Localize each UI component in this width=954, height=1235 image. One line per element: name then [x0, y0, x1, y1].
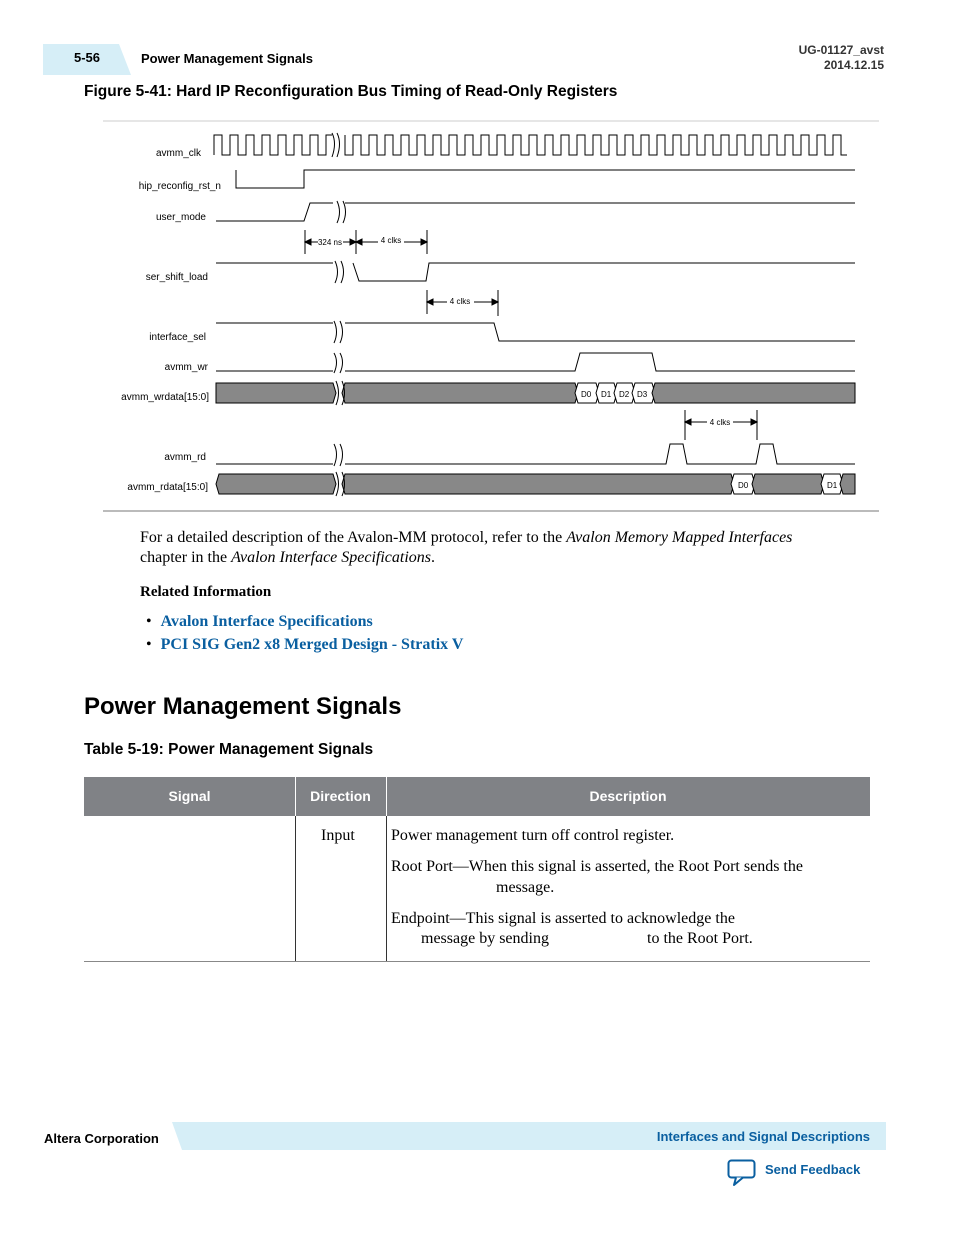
- table-row: [84, 816, 870, 962]
- related-link-label: PCI SIG Gen2 x8 Merged Design - Stratix V: [160, 636, 464, 653]
- avmm-rd-waveform-2: [345, 444, 855, 464]
- wrdata-label-d1: D1: [601, 390, 612, 399]
- avalon-description-paragraph: [140, 528, 880, 568]
- footer-chapter-link[interactable]: Interfaces and Signal Descriptions: [656, 1129, 870, 1144]
- avmm-clk-waveform-2: [345, 135, 847, 155]
- body-italic-avalon-mm: Avalon Memory Mapped Interfaces: [566, 529, 793, 546]
- related-information-heading: Related Information: [140, 584, 272, 600]
- page-number: 5-56: [74, 50, 101, 65]
- cell-description-root-port: Root Port—When this signal is asserted, the Root Port sends the: [391, 858, 803, 875]
- column-header-description: Description: [589, 788, 667, 804]
- related-link-pci-sig-design[interactable]: [146, 636, 463, 654]
- avmm-wr-waveform-2: [345, 353, 855, 371]
- cell-description-endpoint-end: to the Root Port.: [647, 930, 753, 947]
- rdata-bus-idle-1: [216, 474, 336, 494]
- signal-label-avmm-clk: avmm_clk: [155, 148, 201, 159]
- signal-label-avmm-rd: avmm_rd: [164, 452, 206, 463]
- footer-company: Altera Corporation: [44, 1131, 159, 1146]
- wrdata-bus-idle-3: [652, 383, 855, 403]
- clk-break-mark: [332, 133, 340, 157]
- interface-sel-break-mark: [334, 321, 343, 343]
- annotation-4clks-2: 4 clks: [449, 297, 471, 306]
- rdata-bus-idle-3: [752, 474, 824, 494]
- avmm-rd-break-mark: [334, 444, 343, 466]
- signal-label-user-mode: user_mode: [155, 212, 206, 223]
- column-header-direction: Direction: [310, 788, 371, 804]
- related-link-avalon-spec[interactable]: [146, 613, 373, 631]
- user-mode-break-mark: [337, 201, 346, 223]
- signal-label-interface-sel: interface_sel: [149, 332, 206, 343]
- hip-reconfig-rst-waveform: [236, 170, 855, 188]
- user-mode-waveform: [216, 203, 333, 221]
- wrdata-bus-idle-1: [216, 383, 336, 403]
- wrdata-label-d3: D3: [637, 390, 648, 399]
- signal-label-avmm-wrdata: avmm_wrdata[15:0]: [121, 392, 209, 403]
- annotation-324ns: 324 ns: [317, 238, 343, 247]
- signal-label-ser-shift-load: ser_shift_load: [145, 272, 208, 283]
- interface-sel-waveform-2: [345, 323, 855, 341]
- body-text-part: chapter in the: [140, 549, 232, 566]
- rdata-label-d1: D1: [827, 481, 838, 490]
- cell-direction: Input: [321, 827, 355, 844]
- cell-description-root-port-cont: message.: [496, 879, 555, 896]
- feedback-icon[interactable]: [727, 1159, 757, 1187]
- signal-label-avmm-rdata: avmm_rdata[15:0]: [127, 482, 208, 493]
- cell-description-endpoint: Endpoint—This signal is asserted to acknowledge the: [391, 910, 735, 927]
- wrdata-bus-idle-2: [342, 383, 578, 403]
- signal-label-avmm-wr: avmm_wr: [164, 362, 208, 373]
- bullet: •: [146, 636, 152, 653]
- table-header-row: [84, 777, 870, 816]
- body-italic-avalon-spec: Avalon Interface Specifications: [231, 549, 432, 566]
- signal-label-hip-reconfig-rst-n: hip_reconfig_rst_n: [138, 181, 221, 192]
- related-link-label: Avalon Interface Specifications: [160, 613, 373, 630]
- avmm-clk-waveform: [214, 135, 332, 155]
- body-text-part: For a detailed description of the Avalon-MM protocol, refer to the: [140, 529, 567, 546]
- body-text-part: .: [431, 549, 436, 566]
- rdata-bus-idle-2: [342, 474, 734, 494]
- section-heading: Power Management Signals: [84, 693, 402, 720]
- avmm-wr-break-mark: [334, 353, 343, 373]
- ser-shift-load-break-mark: [335, 261, 344, 283]
- annotation-4clks-1: 4 clks: [380, 236, 402, 245]
- bullet: •: [146, 613, 152, 630]
- doc-date: 2014.12.15: [823, 58, 884, 72]
- wrdata-label-d2: D2: [619, 390, 630, 399]
- cell-description-line1: Power management turn off control register.: [391, 827, 675, 844]
- doc-identifier: [799, 43, 884, 73]
- ser-shift-load-waveform-2: [353, 263, 855, 281]
- annotation-4clks-3: 4 clks: [709, 418, 731, 427]
- send-feedback-link[interactable]: Send Feedback: [765, 1162, 861, 1177]
- cell-description-endpoint-cont: message by sending: [421, 930, 549, 947]
- table-title: Table 5-19: Power Management Signals: [84, 741, 374, 758]
- timing-diagram: [103, 120, 879, 514]
- wrdata-label-d0: D0: [581, 390, 592, 399]
- figure-title: Figure 5-41: Hard IP Reconfiguration Bus Timing of Read-Only Registers: [84, 83, 618, 100]
- doc-id: UG-01127_avst: [798, 43, 884, 57]
- rdata-bus-idle-4: [840, 474, 855, 494]
- rdata-label-d0: D0: [738, 481, 749, 490]
- header-section-title: Power Management Signals: [141, 51, 313, 66]
- column-header-signal: Signal: [168, 788, 211, 804]
